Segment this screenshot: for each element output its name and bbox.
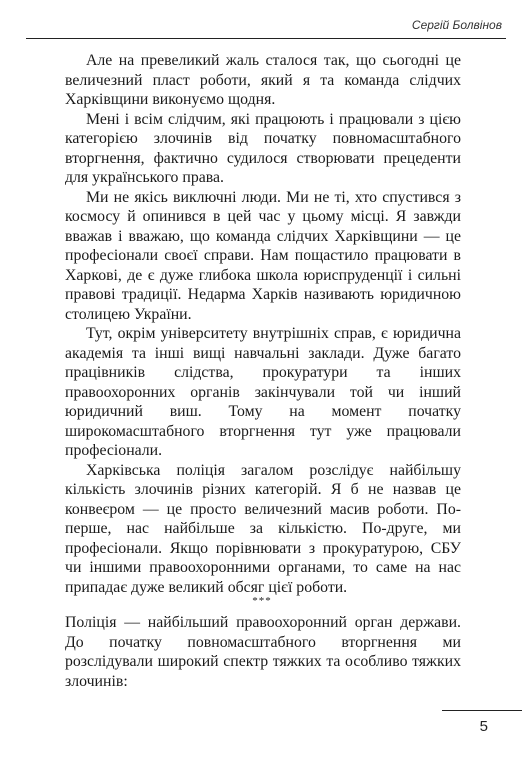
- running-header-author: Сергій Болвінов: [411, 18, 502, 32]
- page-number: 5: [479, 718, 488, 735]
- paragraph: Але на превеликий жаль сталося так, що сьогодні це величезний пласт роботи, який я та команда слідчих Харківщини виконуємо щодня.: [65, 52, 461, 108]
- paragraph: Тут, окрім університету внутрішніх справ, є юридична академія та інші вищі навчальні заклади. Дуже багато працівників слідства, прокуратури та інших правоохоронних органів закінчували той чи інший юридичний виш. Тому на момент початку широкомасштабного вторгнення тут уже працювали професіонали.: [65, 325, 461, 459]
- section-text: [65, 613, 461, 691]
- footer-divider: [442, 710, 522, 711]
- paragraph: Ми не якісь виключні люди. Ми не ті, хто спустився з космосу й опинився в цей час у цьому місці. Я завжди вважав і вважаю, що команда слідчих Харківщини — це професіонали своєї справи. Нам пощастило працювати в Харкові, де є дуже глибока школа юриспруденції і сильні правові традиції. Недарма Харків називають юридичною столицею України.: [65, 188, 461, 323]
- header-divider: [26, 38, 506, 39]
- paragraph: Поліція — найбільший правоохоронний орган держави. До початку повномасштабного вторгнення ми розслідували широкий спектр тяжких та особливо тяжких злочинів:: [65, 614, 461, 690]
- body-text: [65, 51, 461, 597]
- section-separator: ***: [252, 595, 272, 607]
- paragraph: Мені і всім слідчим, які працюють і працювали з цією категорією злочинів від початку повномасштабного вторгнення, фактично судилося створювати прецеденти для українського права.: [65, 110, 461, 186]
- paragraph: Харківська поліція загалом розслідує найбільшу кількість злочинів різних категорій. Я б не назвав це конвеєром — це просто величезний масив роботи. По-перше, нас найбільше за кількістю. По-друге, ми професіонали. Якщо порівнювати з прокуратурою, СБУ чи іншими правоохоронними органами, то саме на нас припадає дуже великий обсяг цієї роботи.: [65, 461, 461, 596]
